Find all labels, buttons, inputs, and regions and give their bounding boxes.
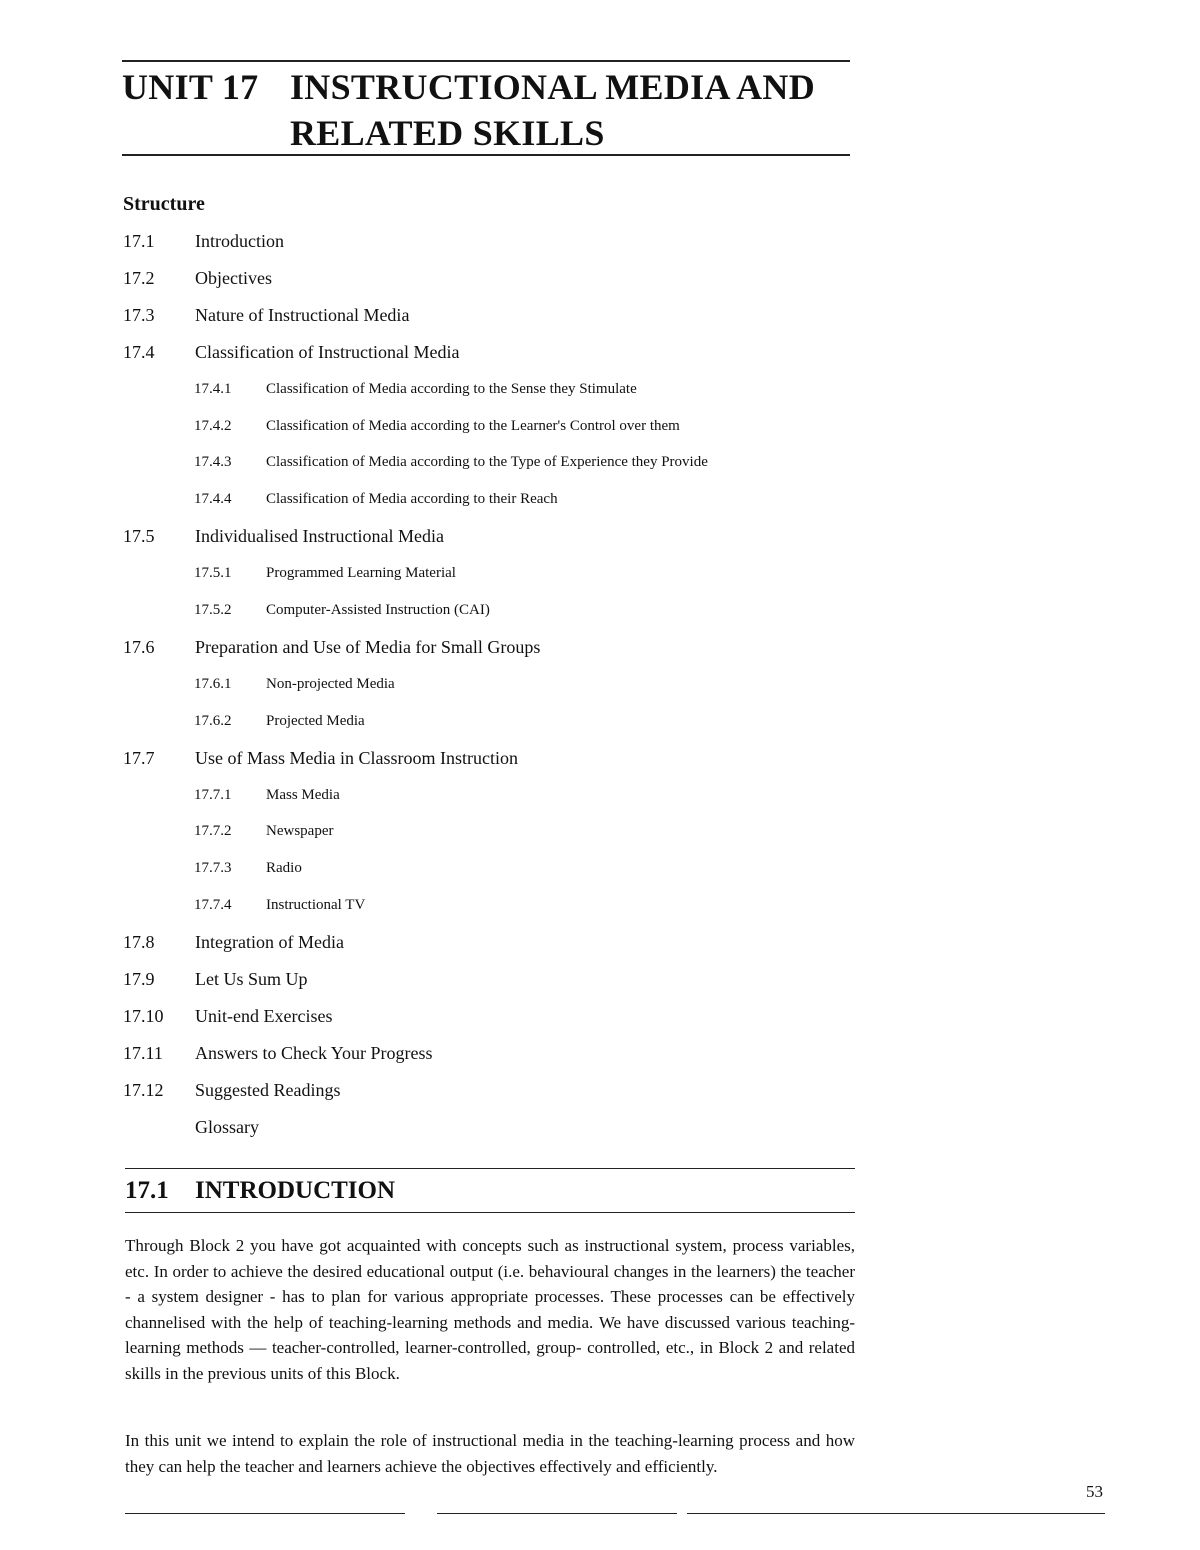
toc-item-title: Computer-Assisted Instruction (CAI) <box>266 602 490 618</box>
toc-item-number: 17.8 <box>123 932 155 952</box>
toc-item-number: 17.10 <box>123 1006 164 1026</box>
toc-item-title: Let Us Sum Up <box>195 969 308 989</box>
toc-item-title: Introduction <box>195 231 284 251</box>
toc-item-number: 17.7.2 <box>194 823 232 839</box>
section-number: 17.1 <box>125 1177 169 1204</box>
toc-item-number: 17.7.4 <box>194 897 232 913</box>
footer-rule <box>125 1513 405 1514</box>
title-top-rule <box>122 60 850 62</box>
toc-item-title: Projected Media <box>266 713 365 729</box>
toc-item-number: 17.6 <box>123 637 155 657</box>
toc-item-title: Mass Media <box>266 787 340 803</box>
toc-item-number: 17.3 <box>123 305 155 325</box>
section-bottom-rule <box>125 1212 855 1213</box>
toc-item-number: 17.7.1 <box>194 787 232 803</box>
toc-item-title: Individualised Instructional Media <box>195 526 444 546</box>
toc-item-title: Glossary <box>195 1117 259 1137</box>
toc-item-title: Suggested Readings <box>195 1080 341 1100</box>
toc-item-number: 17.7.3 <box>194 860 232 876</box>
intro-paragraph-2: In this unit we intend to explain the role of instructional media in the teaching-learning process and how they can help the teacher and learners achieve the objectives effectively and efficiently. <box>125 1431 855 1476</box>
footer-rule <box>437 1513 677 1514</box>
intro-paragraph-1: Through Block 2 you have got acquainted with concepts such as instructional system, process variables, etc. In order to achieve the desired educational output (i.e. behavioural changes in the learners) the teacher - a system designer - has to plan for various appropriate processes. These processes can be effectively channelised with the help of teaching-learning methods and media. We have discussed various teaching-learning methods — teacher-controlled, learner-controlled, group- controlled, etc., in Block 2 and related skills in the previous units of this Block. <box>125 1236 855 1383</box>
toc-item-number: 17.5 <box>123 526 155 546</box>
toc-item-title: Newspaper <box>266 823 334 839</box>
footer-rule <box>687 1513 1105 1514</box>
unit-number: UNIT 17 <box>122 67 259 107</box>
structure-heading: Structure <box>123 193 205 215</box>
toc-item-title: Nature of Instructional Media <box>195 305 410 325</box>
toc-item-number: 17.4 <box>123 342 155 362</box>
toc-item-number: 17.6.1 <box>194 676 232 692</box>
toc-item-number: 17.9 <box>123 969 155 989</box>
toc-item-title: Instructional TV <box>266 897 366 913</box>
toc-item-number: 17.12 <box>123 1080 164 1100</box>
toc-item-number: 17.11 <box>123 1043 163 1063</box>
toc-item-title: Classification of Instructional Media <box>195 342 460 362</box>
toc-item-title: Radio <box>266 860 302 876</box>
page-number: 53 <box>1086 1482 1103 1501</box>
toc-item-number: 17.4.1 <box>194 381 232 397</box>
toc-item-number: 17.1 <box>123 231 155 251</box>
toc-item-title: Non-projected Media <box>266 676 395 692</box>
toc-item-number: 17.5.1 <box>194 565 232 581</box>
toc-item-title: Preparation and Use of Media for Small Groups <box>195 637 541 657</box>
toc-item-title: Answers to Check Your Progress <box>195 1043 433 1063</box>
toc-item-title: Use of Mass Media in Classroom Instruction <box>195 748 518 768</box>
section-top-rule <box>125 1168 855 1169</box>
toc-item-number: 17.7 <box>123 748 155 768</box>
toc-item-title: Classification of Media according to the Sense they Stimulate <box>266 381 637 397</box>
toc-item-title: Classification of Media according to their Reach <box>266 491 558 507</box>
toc-item-number: 17.4.2 <box>194 418 232 434</box>
toc-item-number: 17.4.3 <box>194 454 232 470</box>
toc-item-title: Objectives <box>195 268 272 288</box>
toc-item-number: 17.2 <box>123 268 155 288</box>
section-title: INTRODUCTION <box>195 1177 396 1204</box>
toc-item-title: Classification of Media according to the Learner's Control over them <box>266 418 680 434</box>
toc-item-title: Programmed Learning Material <box>266 565 456 581</box>
toc-item-number: 17.4.4 <box>194 491 232 507</box>
toc-item-title: Integration of Media <box>195 932 344 952</box>
toc-item-number: 17.5.2 <box>194 602 232 618</box>
toc-item-title: Unit-end Exercises <box>195 1006 333 1026</box>
unit-title-line-2: RELATED SKILLS <box>290 113 605 153</box>
toc-item-number: 17.6.2 <box>194 713 232 729</box>
title-bottom-rule <box>122 154 850 156</box>
unit-title-line-1: INSTRUCTIONAL MEDIA AND <box>290 67 815 107</box>
toc-item-title: Classification of Media according to the Type of Experience they Provide <box>266 454 708 470</box>
